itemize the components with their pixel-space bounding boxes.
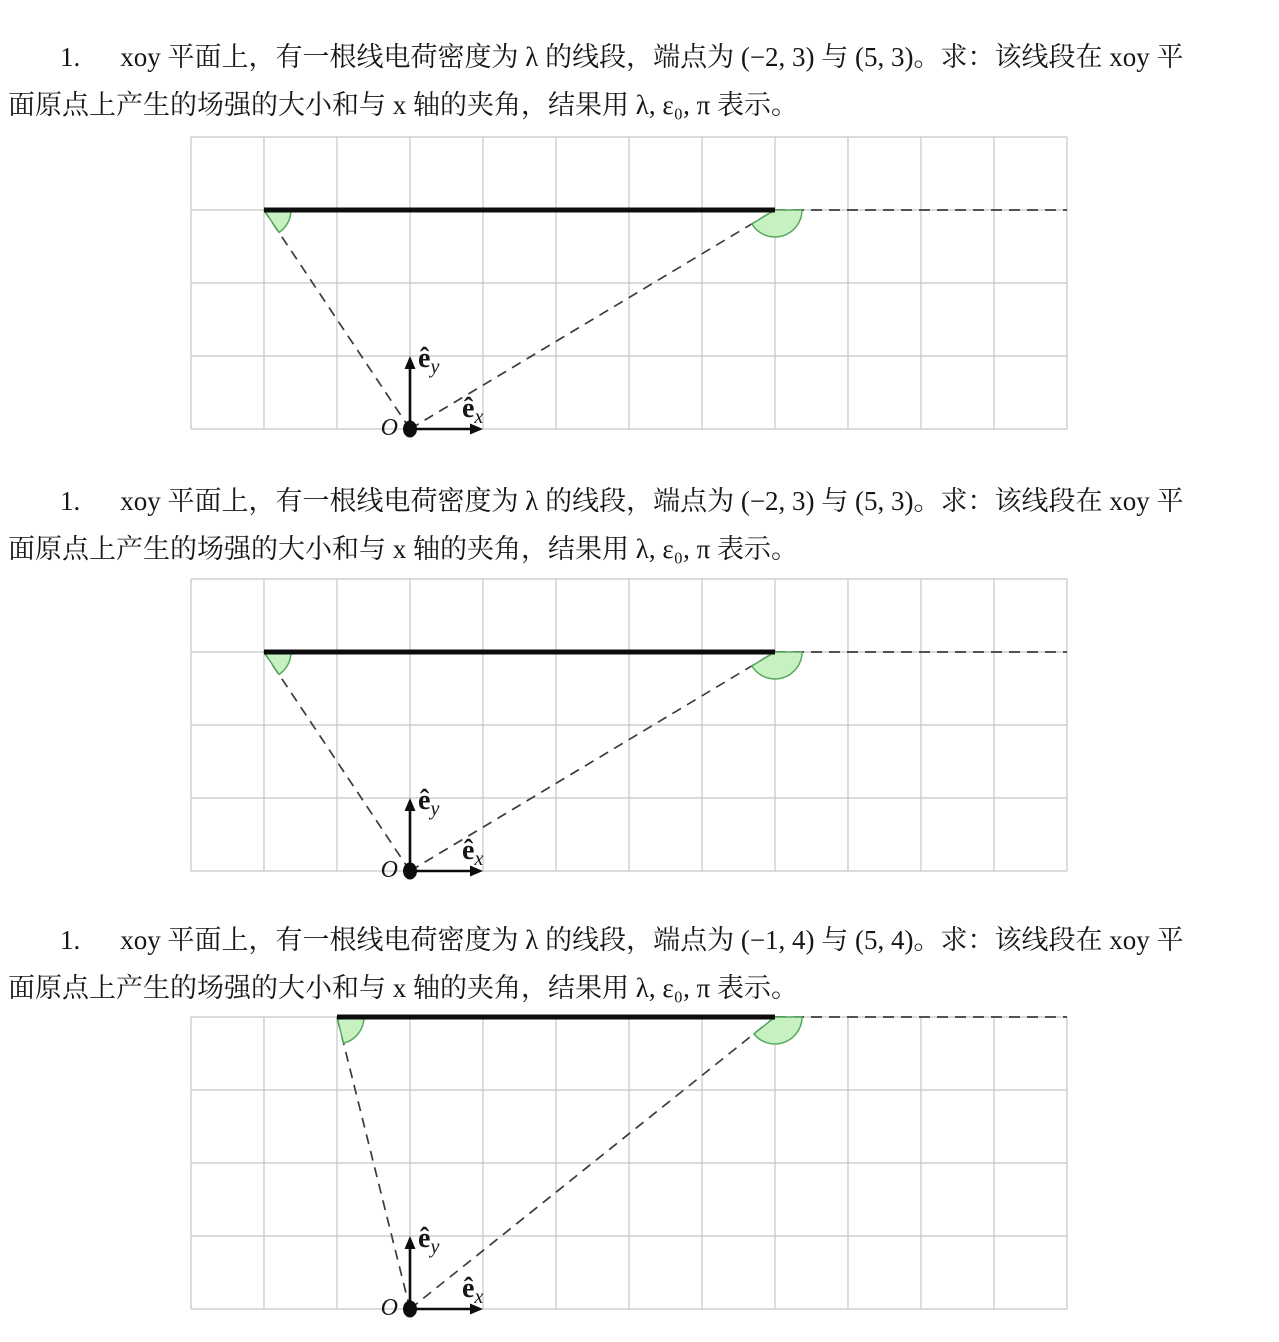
origin-dot — [403, 421, 417, 438]
origin-dot — [403, 863, 417, 880]
problem-1-line-2 — [8, 81, 1253, 129]
problem-statement-1 — [0, 33, 1279, 129]
y-axis-arrowhead — [405, 1236, 416, 1249]
problem-statement-2 — [0, 477, 1279, 573]
problem-1-line-1 — [8, 33, 1253, 81]
problem-2-line-1 — [8, 477, 1253, 525]
problem-text: xoy 平面上，有一根线电荷密度为 λ 的线段，端点为 (−2, 3) 与 (5, 3)。求：该线段在 xoy 平 — [120, 42, 1184, 72]
angle-arc — [337, 1017, 364, 1043]
angle-arc — [264, 210, 291, 232]
origin-dot — [403, 1301, 417, 1318]
page — [0, 33, 1279, 1319]
grid — [191, 137, 1067, 429]
x-axis-label: $ê_x$ — [462, 1273, 484, 1308]
item-number: 1. — [60, 486, 81, 516]
y-axis-label: $ê_y$ — [418, 1223, 440, 1258]
x-axis-label: $ê_x$ — [462, 835, 484, 870]
x-axis-label: $ê_x$ — [462, 393, 484, 428]
origin-label: O — [380, 857, 398, 883]
figure-svg-1 — [190, 578, 1069, 881]
angle-arc — [752, 210, 802, 237]
problem-3-line-1 — [8, 916, 1253, 964]
problem-text: 面原点上产生的场强的大小和与 x 轴的夹角，结果用 λ, ε₀, π 表示。 — [8, 973, 798, 1003]
figure-1 — [190, 136, 1069, 439]
problem-text: 面原点上产生的场强的大小和与 x 轴的夹角，结果用 λ, ε₀, π 表示。 — [8, 534, 798, 564]
angle-arc — [752, 652, 802, 679]
item-number: 1. — [60, 42, 81, 72]
problem-3-line-2 — [8, 964, 1253, 1012]
figure-3 — [190, 1016, 1069, 1319]
y-axis-label: $ê_y$ — [418, 785, 440, 820]
figure-svg-0 — [190, 136, 1069, 439]
angle-arc — [754, 1017, 802, 1044]
problem-text: 面原点上产生的场强的大小和与 x 轴的夹角，结果用 λ, ε₀, π 表示。 — [8, 90, 798, 120]
y-axis-arrowhead — [405, 356, 416, 369]
angle-arc — [264, 652, 291, 674]
grid — [191, 1017, 1067, 1309]
origin-label: O — [380, 1295, 398, 1321]
figure-2 — [190, 578, 1069, 881]
y-axis-arrowhead — [405, 798, 416, 811]
item-number: 1. — [60, 925, 81, 955]
problem-2-line-2 — [8, 525, 1253, 573]
y-axis-label: $ê_y$ — [418, 343, 440, 378]
figure-svg-2 — [190, 1016, 1069, 1319]
grid — [191, 579, 1067, 871]
origin-label: O — [380, 415, 398, 441]
problem-statement-3 — [0, 916, 1279, 1012]
problem-text: xoy 平面上，有一根线电荷密度为 λ 的线段，端点为 (−2, 3) 与 (5, 3)。求：该线段在 xoy 平 — [120, 486, 1184, 516]
problem-text: xoy 平面上，有一根线电荷密度为 λ 的线段，端点为 (−1, 4) 与 (5, 4)。求：该线段在 xoy 平 — [120, 925, 1184, 955]
